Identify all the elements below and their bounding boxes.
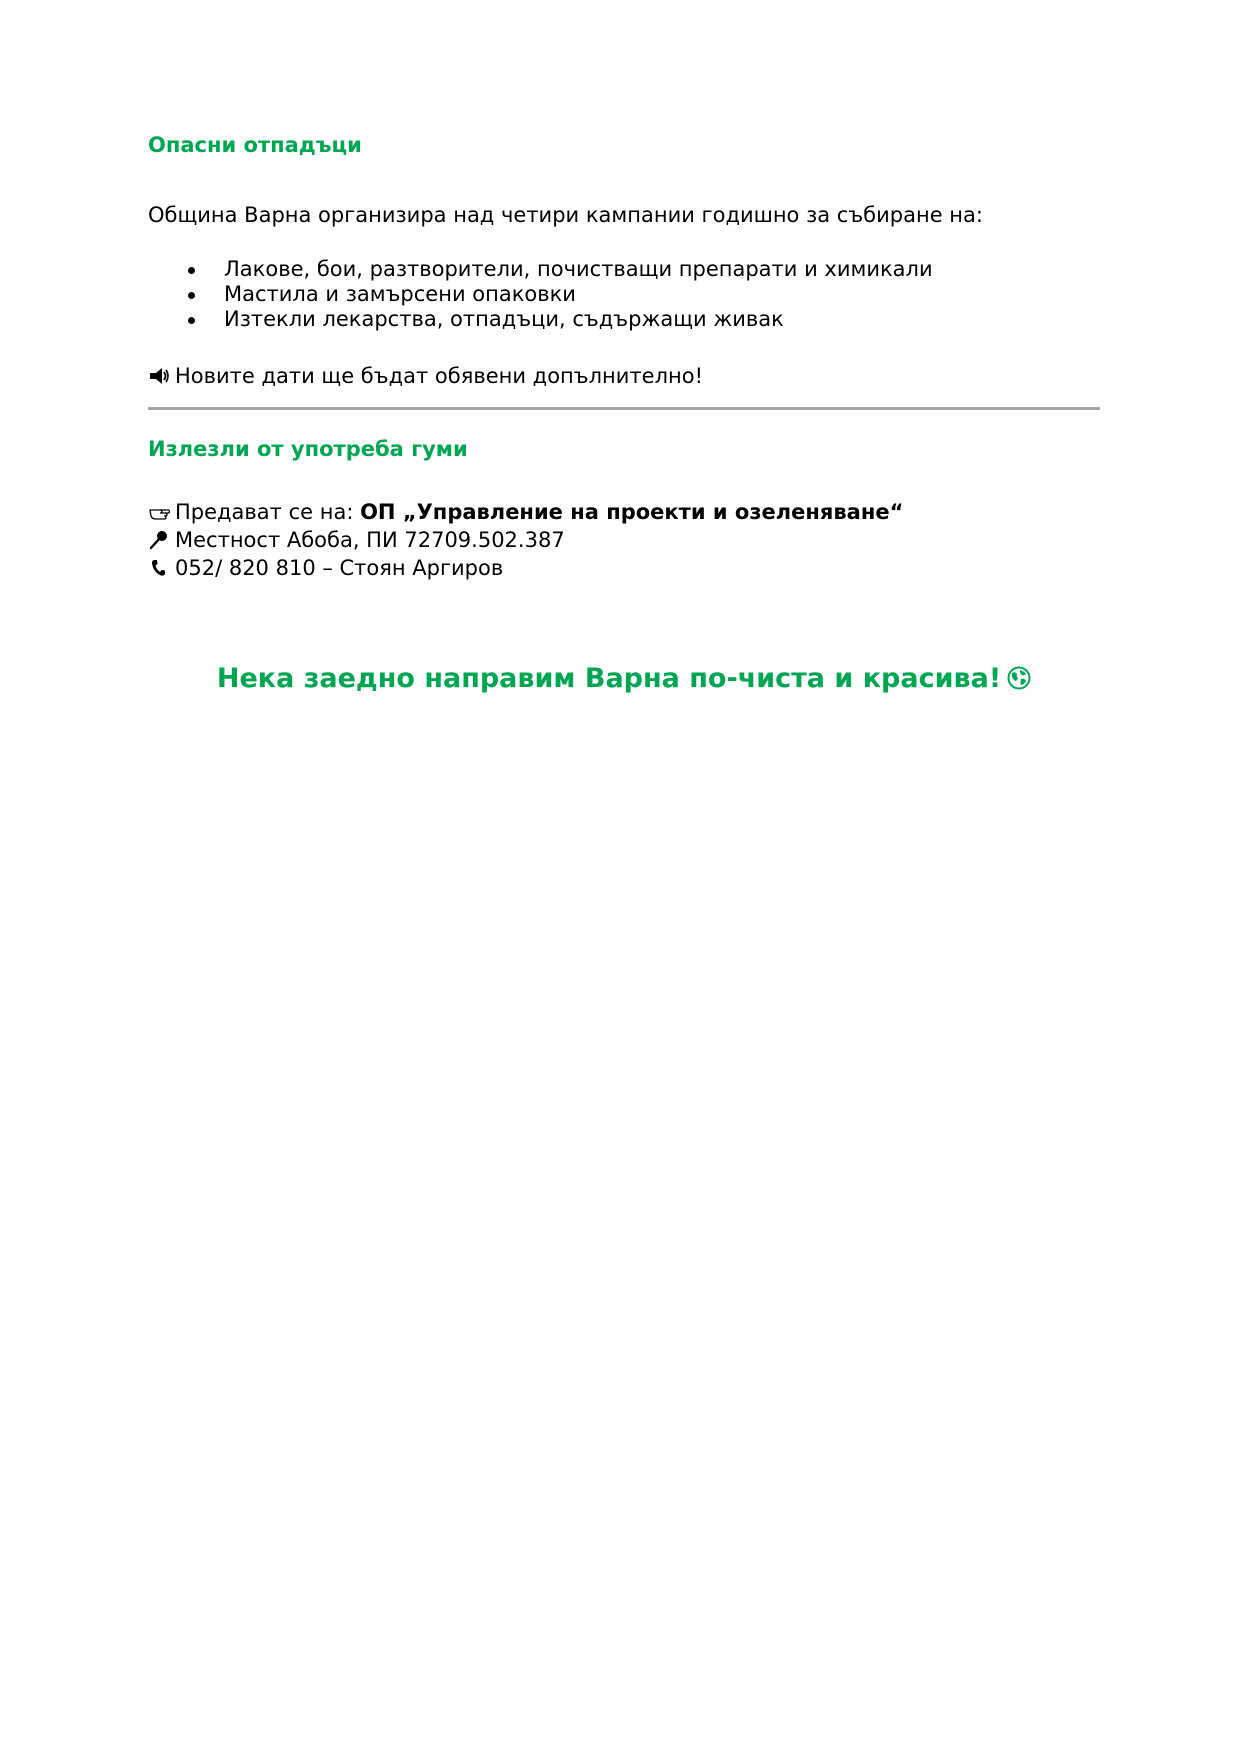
section-title-hazardous-waste: Опасни отпадъци — [148, 133, 362, 157]
section-title-used-tires: Излезли от употреба гуми — [148, 437, 468, 461]
list-item-text: Лакове, бои, разтворители, почистващи препарати и химикали — [224, 257, 933, 281]
slogan-text: Нека заедно направим Варна по-чиста и красива! — [216, 663, 1002, 694]
list-item — [148, 282, 933, 307]
hazardous-intro-text: Община Варна организира над четири кампании годишно за събиране на: — [148, 203, 983, 227]
megaphone-icon — [148, 365, 170, 387]
bullet-icon — [188, 267, 195, 274]
list-item — [148, 307, 933, 332]
pin-icon — [148, 529, 170, 551]
bullet-icon — [188, 317, 195, 324]
globe-icon — [1007, 666, 1031, 690]
handover-prefix: Предават се на: — [175, 500, 361, 524]
hazardous-items-list — [148, 257, 933, 332]
handover-organization: ОП „Управление на проекти и озеленяване“ — [360, 500, 904, 524]
phone-text: 052/ 820 810 – Стоян Аргиров — [175, 556, 504, 580]
pointing-hand-icon — [148, 501, 170, 523]
notice-line — [148, 362, 703, 390]
bullet-icon — [188, 292, 195, 299]
list-item-text: Изтекли лекарства, отпадъци, съдържащи живак — [224, 307, 784, 331]
location-text: Местност Абоба, ПИ 72709.502.387 — [175, 528, 565, 552]
section-divider — [148, 407, 1100, 410]
slogan — [148, 663, 1100, 694]
phone-icon — [148, 557, 170, 579]
list-item-text: Мастила и замърсени опаковки — [224, 282, 576, 306]
notice-text: Новите дати ще бъдат обявени допълнително! — [175, 364, 703, 388]
location-line — [148, 526, 565, 554]
list-item — [148, 257, 933, 282]
phone-line — [148, 554, 503, 582]
handover-line — [148, 498, 903, 526]
